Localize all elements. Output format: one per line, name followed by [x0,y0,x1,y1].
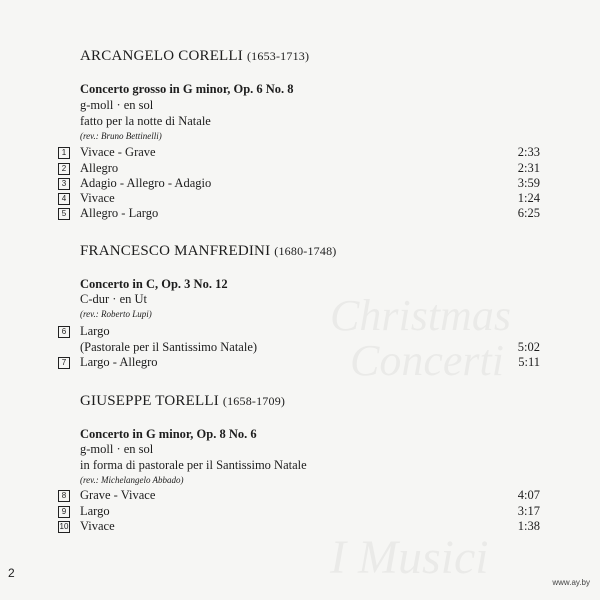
track-number: 1 [58,147,70,159]
watermark-text: www.ay.by [552,578,590,587]
work-title: Concerto grosso in G minor, Op. 6 No. 8 [80,82,294,96]
track-duration: 4:07 [517,488,540,502]
track-row [58,145,540,161]
track-number: 5 [58,208,70,220]
track-row [58,504,540,520]
track-title: Allegro - Largo [80,206,159,220]
track-duration: 5:11 [518,355,540,369]
revision-note: (rev.: Michelangelo Abbado) [80,475,184,485]
track-title: Vivace [80,519,115,533]
track-number: 4 [58,193,70,205]
track-title: Vivace [80,191,115,205]
track-number: 9 [58,506,70,518]
track-row [58,340,540,356]
track-row [58,206,540,222]
track-number: 10 [59,522,69,531]
bleed-through-decoration [330,530,489,585]
track-number: 7 [58,357,70,369]
track-number: 6 [58,326,70,338]
revision-note: (rev.: Bruno Bettinelli) [80,131,162,141]
track-row [58,355,540,371]
track-row [58,324,540,340]
revision-note: (rev.: Roberto Lupi) [80,309,152,319]
track-title: Grave - Vivace [80,488,156,502]
work-title: Concerto in G minor, Op. 8 No. 6 [80,427,257,441]
track-duration: 3:17 [517,504,540,518]
key-line: C-dur · en Ut [80,292,147,306]
track-number: 3 [58,178,70,190]
track-row [58,191,540,207]
composer-dates: (1658-1709) [222,394,286,408]
track-title: Largo [80,504,110,518]
composer-heading [80,393,285,410]
page-number: 2 [8,566,15,580]
composer-heading [80,243,336,260]
composer-dates: (1653-1713) [246,49,310,63]
track-duration: 2:31 [517,161,540,175]
composer-dates: (1680-1748) [274,244,337,258]
track-number: 2 [58,163,70,175]
track-duration: 3:59 [517,176,540,190]
track-duration: 2:33 [517,145,540,159]
track-subtitle: (Pastorale per il Santissimo Natale) [80,340,258,354]
track-duration: 6:25 [517,206,540,220]
track-duration: 1:38 [517,519,540,533]
work-title: Concerto in C, Op. 3 No. 12 [80,277,228,291]
key-line: g-moll · en sol [80,442,154,456]
track-row [58,176,540,192]
track-title: Largo [80,324,110,338]
track-row [58,161,540,177]
track-duration: 1:24 [517,191,540,205]
track-title: Allegro [80,161,119,175]
composer-name: ARCANGELO CORELLI [80,48,243,64]
track-title: Vivace - Grave [80,145,156,159]
track-title: Adagio - Allegro - Adagio [80,176,212,190]
composer-heading [80,48,309,65]
track-number: 8 [58,490,70,502]
composer-name: GIUSEPPE TORELLI [80,393,219,409]
composer-name: FRANCESCO MANFREDINI [80,243,271,259]
work-subtitle: fatto per la notte di Natale [80,114,211,128]
track-title: Largo - Allegro [80,355,158,369]
key-line: g-moll · en sol [80,98,154,112]
track-duration: 5:02 [517,340,540,354]
work-subtitle: in forma di pastorale per il Santissimo Natale [80,458,307,472]
track-row [58,519,540,535]
track-row [58,488,540,504]
